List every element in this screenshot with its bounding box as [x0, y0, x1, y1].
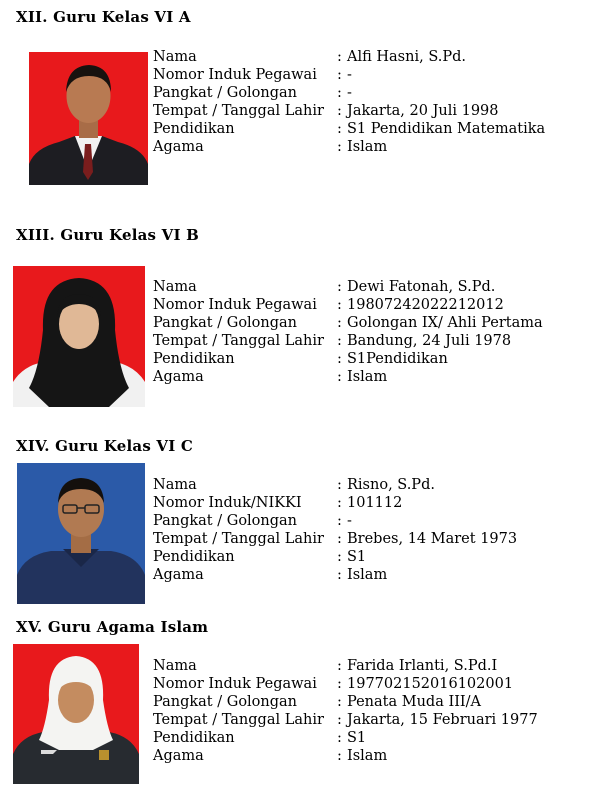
field-pendidikan: Pendidikan : S1 Pendidikan Matematika	[153, 121, 546, 137]
field-nip: Nomor Induk Pegawai : 197702152016102001	[153, 676, 514, 692]
teacher-info-xiv	[153, 476, 517, 584]
section-title-xii: XII. Guru Kelas VI A	[16, 8, 191, 26]
field-ttl: Tempat / Tanggal Lahir : Jakarta, 15 Februari 1977	[153, 712, 538, 728]
teacher-info-xii	[153, 48, 545, 156]
field-pangkat: Pangkat / Golongan : Golongan IX/ Ahli Pertama	[153, 315, 543, 331]
female-teacher-photo	[13, 644, 139, 784]
field-agama: Agama : Islam	[153, 139, 388, 155]
field-pangkat: Pangkat / Golongan : -	[153, 513, 352, 529]
teacher-info-xiii	[153, 278, 543, 386]
field-pendidikan: Pendidikan : S1	[153, 730, 367, 746]
section-title-xiii: XIII. Guru Kelas VI B	[16, 226, 199, 244]
female-teacher-photo	[13, 266, 145, 407]
field-agama: Agama : Islam	[153, 567, 388, 583]
field-nama: Nama : Farida Irlanti, S.Pd.I	[153, 658, 498, 674]
field-nama: Nama : Dewi Fatonah, S.Pd.	[153, 279, 496, 295]
field-pendidikan: Pendidikan : S1Pendidikan	[153, 351, 448, 367]
field-ttl: Tempat / Tanggal Lahir : Jakarta, 20 Juli 1998	[153, 103, 499, 119]
field-nama: Nama : Risno, S.Pd.	[153, 477, 435, 493]
male-teacher-photo	[17, 463, 145, 604]
field-ttl: Tempat / Tanggal Lahir : Bandung, 24 Juli 1978	[153, 333, 512, 349]
field-pangkat: Pangkat / Golongan : Penata Muda III/A	[153, 694, 482, 710]
field-nip: Nomor Induk Pegawai : -	[153, 67, 352, 83]
section-title-xiv: XIV. Guru Kelas VI C	[16, 437, 194, 455]
field-nikki: Nomor Induk/NIKKI : 101112	[153, 495, 403, 511]
field-ttl: Tempat / Tanggal Lahir : Brebes, 14 Maret 1973	[153, 531, 518, 547]
section-title-xv: XV. Guru Agama Islam	[16, 618, 209, 636]
male-teacher-photo	[29, 52, 148, 185]
field-nip: Nomor Induk Pegawai : 19807242022212012	[153, 297, 504, 313]
field-pangkat: Pangkat / Golongan : -	[153, 85, 352, 101]
field-agama: Agama : Islam	[153, 369, 388, 385]
field-pendidikan: Pendidikan : S1	[153, 549, 367, 565]
field-nama: Nama : Alfi Hasni, S.Pd.	[153, 49, 466, 65]
teacher-info-xv	[153, 657, 538, 765]
field-agama: Agama : Islam	[153, 748, 388, 764]
